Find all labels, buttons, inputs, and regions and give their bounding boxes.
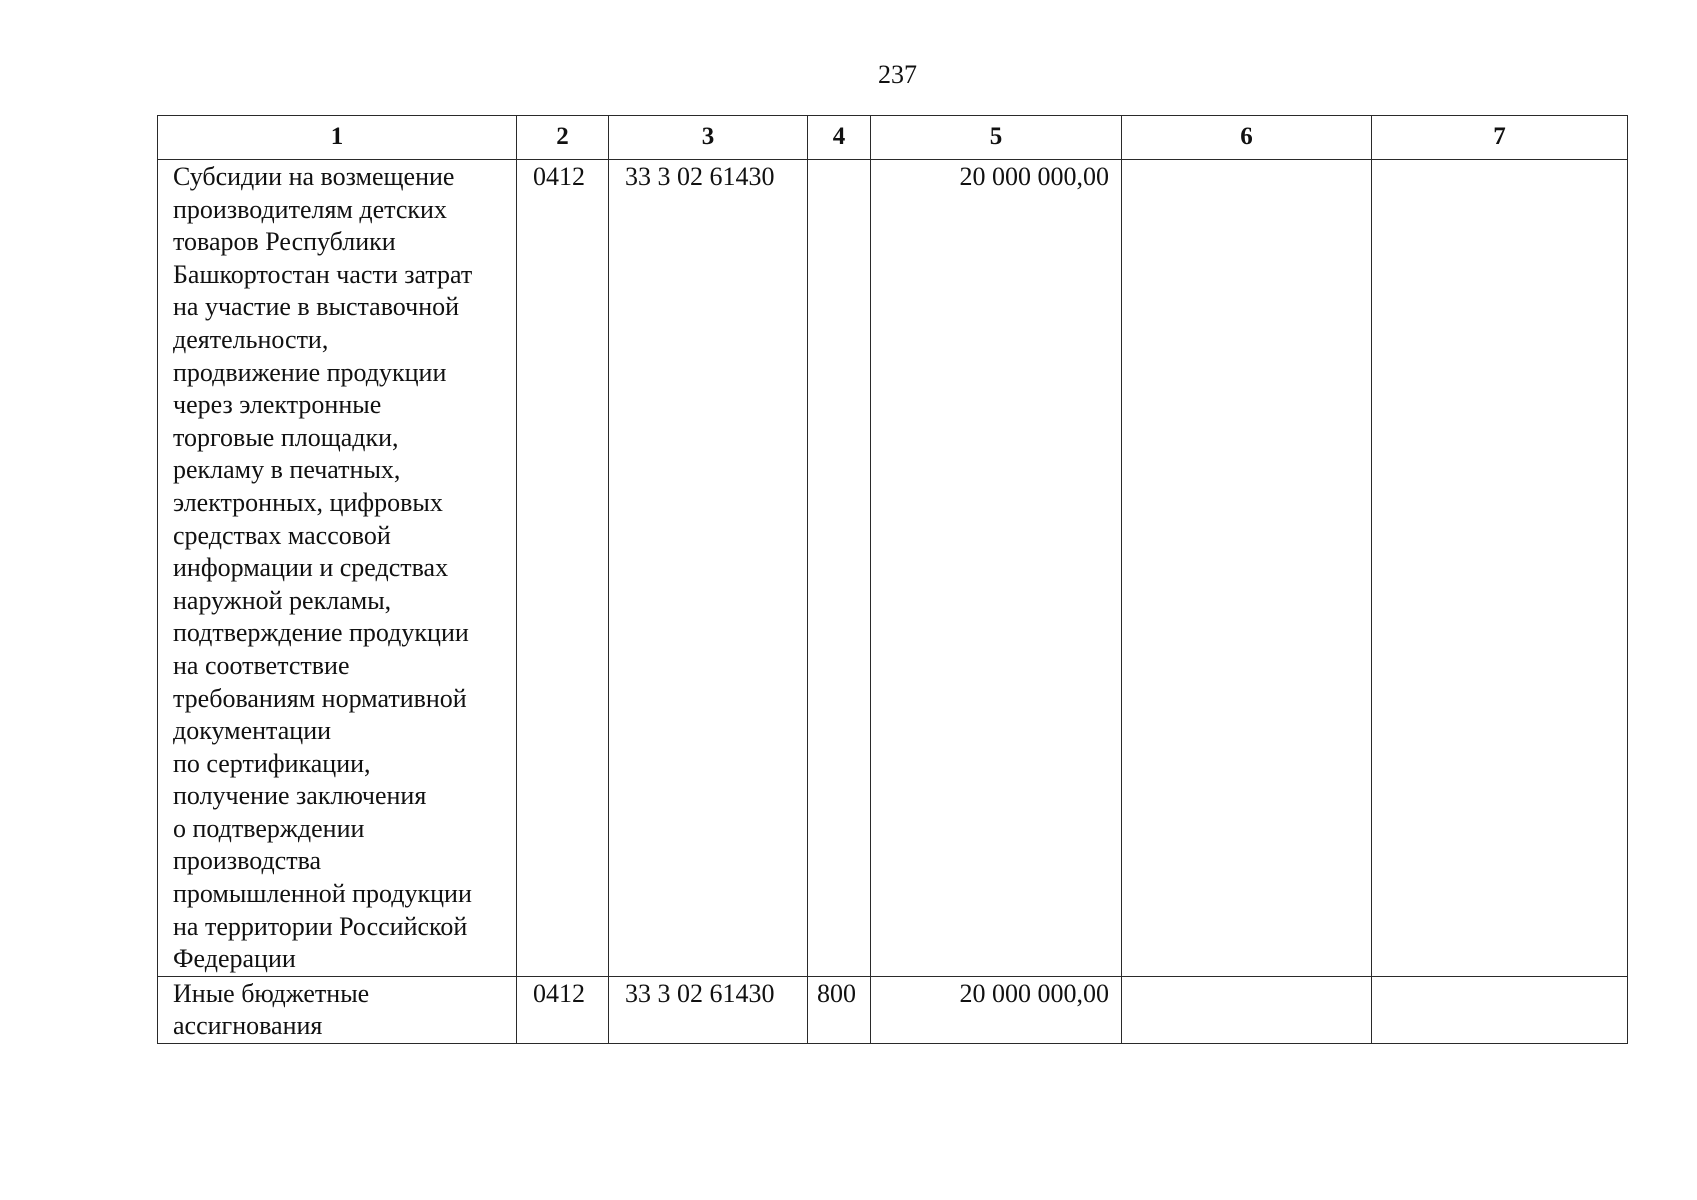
- row-name-line: документации: [173, 716, 332, 746]
- column-header-6: 6: [1122, 116, 1372, 160]
- row-name-line: товаров Республики: [173, 227, 396, 257]
- expense-type-cell: [808, 160, 871, 977]
- row-name-line: о подтверждении: [173, 813, 365, 843]
- amount-cell: 20 000 000,00: [871, 160, 1122, 977]
- row-name-line: информации и средствах: [173, 553, 449, 583]
- column-6-cell: [1122, 976, 1372, 1043]
- table-row: [158, 976, 1628, 1043]
- row-name-line: подтверждение продукции: [173, 618, 469, 648]
- table-body: [158, 160, 1628, 1044]
- column-header-7: 7: [1372, 116, 1628, 160]
- row-name-line: производства: [173, 846, 322, 876]
- table-header: [158, 116, 1628, 160]
- column-7-cell: [1372, 160, 1628, 977]
- row-name-cell: [158, 160, 517, 977]
- row-name-line: через электронные: [173, 390, 382, 420]
- row-name-line: на территории Российской: [173, 911, 468, 941]
- target-article-cell: 33 3 02 61430: [609, 160, 808, 977]
- row-name-line: Башкортостан части затрат: [173, 259, 473, 289]
- row-name-line: Федерации: [173, 944, 296, 974]
- column-7-cell: [1372, 976, 1628, 1043]
- row-name-line: требованиям нормативной: [173, 683, 467, 713]
- row-name-line: производителям детских: [173, 194, 447, 224]
- expense-type-cell: 800: [808, 976, 871, 1043]
- row-name-line: промышленной продукции: [173, 879, 472, 909]
- column-header-4: 4: [808, 116, 871, 160]
- budget-table: [157, 115, 1628, 1044]
- row-name-line: Иные бюджетные: [173, 978, 370, 1008]
- row-name-line: на соответствие: [173, 650, 350, 680]
- column-header-3: 3: [609, 116, 808, 160]
- row-name-line: Субсидии на возмещение: [173, 162, 455, 191]
- row-name-line: наружной рекламы,: [173, 585, 392, 615]
- row-name-line: деятельности,: [173, 324, 329, 354]
- column-header-1: 1: [158, 116, 517, 160]
- section-code-cell: 0412: [517, 976, 609, 1043]
- row-name-line: получение заключения: [173, 781, 427, 811]
- table-row: [158, 160, 1628, 977]
- header-row: [158, 116, 1628, 160]
- row-name-line: торговые площадки,: [173, 422, 399, 452]
- target-article-cell: 33 3 02 61430: [609, 976, 808, 1043]
- row-name-line: средствах массовой: [173, 520, 391, 550]
- page-number: 237: [878, 60, 917, 89]
- row-name-line: ассигнования: [173, 1011, 323, 1041]
- row-name-line: продвижение продукции: [173, 357, 447, 387]
- column-header-2: 2: [517, 116, 609, 160]
- row-name-line: рекламу в печатных,: [173, 455, 401, 485]
- row-name-line: на участие в выставочной: [173, 292, 460, 322]
- amount-cell: 20 000 000,00: [871, 976, 1122, 1043]
- section-code-cell: 0412: [517, 160, 609, 977]
- column-6-cell: [1122, 160, 1372, 977]
- row-name-line: по сертификации,: [173, 748, 371, 778]
- row-name-line: электронных, цифровых: [173, 487, 443, 517]
- row-name-cell: [158, 976, 517, 1043]
- column-header-5: 5: [871, 116, 1122, 160]
